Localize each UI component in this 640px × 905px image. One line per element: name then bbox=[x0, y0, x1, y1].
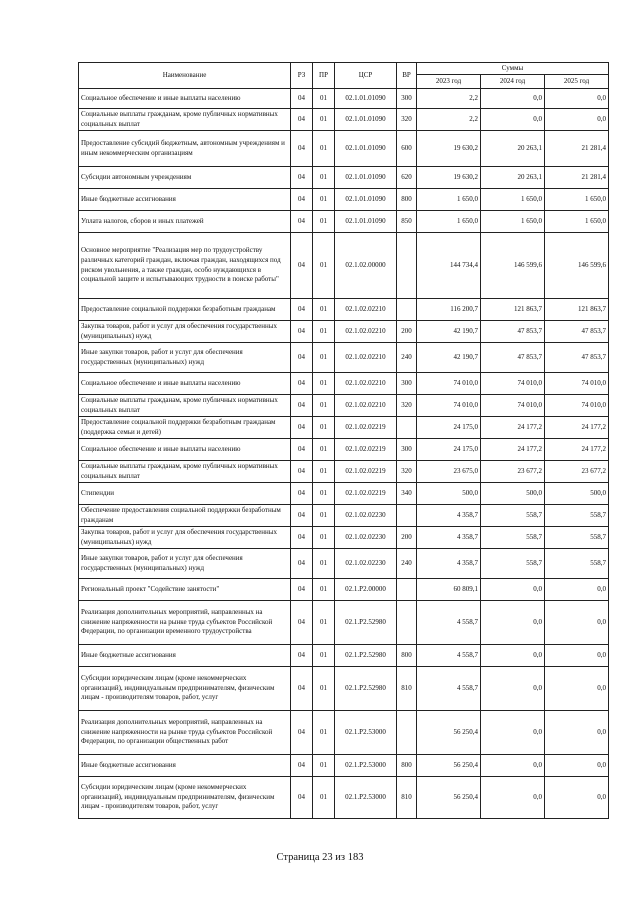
row-vr: 600 bbox=[397, 131, 417, 167]
row-csr: 02.1.01.01090 bbox=[335, 109, 397, 131]
row-sum-2025: 500,0 bbox=[545, 483, 609, 505]
row-name: Субсидии юридическим лицам (кроме некоммерческих организаций), индивидуальным предпринимателям, физическим лицам - производителям товаров, работ, услуг bbox=[79, 777, 291, 819]
row-csr: 02.1.02.02230 bbox=[335, 549, 397, 579]
row-pr: 01 bbox=[313, 461, 335, 483]
row-sum-2023: 74 010,0 bbox=[417, 373, 481, 395]
row-sum-2023: 144 734,4 bbox=[417, 233, 481, 299]
row-sum-2025: 23 677,2 bbox=[545, 461, 609, 483]
row-name: Иные бюджетные ассигнования bbox=[79, 189, 291, 211]
row-sum-2025: 74 010,0 bbox=[545, 373, 609, 395]
table-row bbox=[79, 189, 609, 211]
row-sum-2025: 0,0 bbox=[545, 711, 609, 755]
row-sum-2024: 24 177,2 bbox=[481, 439, 545, 461]
row-sum-2023: 4 558,7 bbox=[417, 601, 481, 645]
row-pr: 01 bbox=[313, 549, 335, 579]
row-name: Иные бюджетные ассигнования bbox=[79, 755, 291, 777]
row-sum-2025: 21 281,4 bbox=[545, 167, 609, 189]
row-name: Социальное обеспечение и иные выплаты населению bbox=[79, 89, 291, 109]
header-rz: РЗ bbox=[291, 63, 313, 89]
row-csr: 02.1.02.02219 bbox=[335, 417, 397, 439]
header-csr: ЦСР bbox=[335, 63, 397, 89]
row-rz: 04 bbox=[291, 527, 313, 549]
row-sum-2025: 0,0 bbox=[545, 579, 609, 601]
table-row bbox=[79, 109, 609, 131]
row-name: Уплата налогов, сборов и иных платежей bbox=[79, 211, 291, 233]
row-sum-2024: 0,0 bbox=[481, 667, 545, 711]
row-pr: 01 bbox=[313, 439, 335, 461]
table-row bbox=[79, 89, 609, 109]
row-rz: 04 bbox=[291, 233, 313, 299]
row-csr: 02.1.P2.52980 bbox=[335, 667, 397, 711]
row-csr: 02.1.02.02210 bbox=[335, 299, 397, 321]
row-sum-2023: 24 175,0 bbox=[417, 417, 481, 439]
row-sum-2024: 1 650,0 bbox=[481, 211, 545, 233]
row-csr: 02.1.02.02219 bbox=[335, 461, 397, 483]
row-sum-2025: 0,0 bbox=[545, 645, 609, 667]
row-vr: 800 bbox=[397, 645, 417, 667]
row-pr: 01 bbox=[313, 667, 335, 711]
row-vr bbox=[397, 505, 417, 527]
row-sum-2025: 24 177,2 bbox=[545, 439, 609, 461]
table-row bbox=[79, 299, 609, 321]
row-pr: 01 bbox=[313, 483, 335, 505]
row-csr: 02.1.02.02210 bbox=[335, 395, 397, 417]
table-row bbox=[79, 439, 609, 461]
table-row bbox=[79, 211, 609, 233]
row-name: Реализация дополнительных мероприятий, направленных на снижение напряженности на рынке труда субъектов Российской Федерации, по организации временного трудоустройства bbox=[79, 601, 291, 645]
row-sum-2024: 0,0 bbox=[481, 777, 545, 819]
row-rz: 04 bbox=[291, 549, 313, 579]
row-pr: 01 bbox=[313, 89, 335, 109]
table-row bbox=[79, 755, 609, 777]
row-rz: 04 bbox=[291, 417, 313, 439]
row-sum-2023: 1 650,0 bbox=[417, 211, 481, 233]
row-vr: 800 bbox=[397, 755, 417, 777]
row-pr: 01 bbox=[313, 189, 335, 211]
row-csr: 02.1.02.02210 bbox=[335, 373, 397, 395]
header-2023: 2023 год bbox=[417, 75, 481, 89]
page-number: Страница 23 из 183 bbox=[276, 852, 364, 863]
row-rz: 04 bbox=[291, 645, 313, 667]
row-pr: 01 bbox=[313, 711, 335, 755]
row-sum-2024: 47 853,7 bbox=[481, 343, 545, 373]
row-csr: 02.1.P2.52980 bbox=[335, 645, 397, 667]
row-csr: 02.1.01.01090 bbox=[335, 211, 397, 233]
table-row bbox=[79, 131, 609, 167]
row-pr: 01 bbox=[313, 321, 335, 343]
row-vr: 850 bbox=[397, 211, 417, 233]
row-name: Реализация дополнительных мероприятий, направленных на снижение напряженности на рынке труда субъектов Российской Федерации, по организации общественных работ bbox=[79, 711, 291, 755]
row-sum-2025: 558,7 bbox=[545, 527, 609, 549]
row-name: Закупка товаров, работ и услуг для обеспечения государственных (муниципальных) нужд bbox=[79, 321, 291, 343]
row-sum-2024: 20 263,1 bbox=[481, 131, 545, 167]
row-name: Региональный проект "Содействие занятости" bbox=[79, 579, 291, 601]
row-sum-2025: 0,0 bbox=[545, 667, 609, 711]
row-pr: 01 bbox=[313, 579, 335, 601]
row-pr: 01 bbox=[313, 211, 335, 233]
row-sum-2025: 24 177,2 bbox=[545, 417, 609, 439]
row-csr: 02.1.P2.53000 bbox=[335, 755, 397, 777]
row-pr: 01 bbox=[313, 755, 335, 777]
row-rz: 04 bbox=[291, 321, 313, 343]
row-rz: 04 bbox=[291, 483, 313, 505]
table-row bbox=[79, 461, 609, 483]
row-sum-2023: 74 010,0 bbox=[417, 395, 481, 417]
header-2025: 2025 год bbox=[545, 75, 609, 89]
row-rz: 04 bbox=[291, 439, 313, 461]
row-sum-2025: 146 599,6 bbox=[545, 233, 609, 299]
row-name: Обеспечение предоставления социальной поддержки безработным гражданам bbox=[79, 505, 291, 527]
budget-table bbox=[78, 62, 609, 819]
row-csr: 02.1.02.00000 bbox=[335, 233, 397, 299]
row-vr: 300 bbox=[397, 439, 417, 461]
row-vr bbox=[397, 579, 417, 601]
row-name: Иные закупки товаров, работ и услуг для обеспечения государственных (муниципальных) нужд bbox=[79, 343, 291, 373]
row-sum-2025: 47 853,7 bbox=[545, 343, 609, 373]
row-sum-2023: 2,2 bbox=[417, 89, 481, 109]
table-row bbox=[79, 711, 609, 755]
row-sum-2024: 74 010,0 bbox=[481, 395, 545, 417]
row-name: Предоставление субсидий бюджетным, автономным учреждениям и иным некоммерческим организациям bbox=[79, 131, 291, 167]
row-sum-2024: 0,0 bbox=[481, 645, 545, 667]
table-row bbox=[79, 233, 609, 299]
row-sum-2023: 4 358,7 bbox=[417, 549, 481, 579]
row-name: Социальное обеспечение и иные выплаты населению bbox=[79, 439, 291, 461]
row-sum-2025: 1 650,0 bbox=[545, 211, 609, 233]
row-pr: 01 bbox=[313, 417, 335, 439]
row-vr bbox=[397, 233, 417, 299]
row-name: Предоставление социальной поддержки безработным гражданам (поддержка семьи и детей) bbox=[79, 417, 291, 439]
row-sum-2025: 558,7 bbox=[545, 549, 609, 579]
row-rz: 04 bbox=[291, 89, 313, 109]
row-name: Иные бюджетные ассигнования bbox=[79, 645, 291, 667]
row-rz: 04 bbox=[291, 167, 313, 189]
table-row bbox=[79, 579, 609, 601]
row-sum-2023: 19 630,2 bbox=[417, 167, 481, 189]
row-sum-2025: 21 281,4 bbox=[545, 131, 609, 167]
row-sum-2023: 4 558,7 bbox=[417, 645, 481, 667]
row-vr: 340 bbox=[397, 483, 417, 505]
row-vr bbox=[397, 299, 417, 321]
row-sum-2024: 500,0 bbox=[481, 483, 545, 505]
table-row bbox=[79, 505, 609, 527]
budget-table-sheet bbox=[78, 62, 608, 819]
header-name: Наименование bbox=[79, 63, 291, 89]
row-csr: 02.1.01.01090 bbox=[335, 189, 397, 211]
row-vr: 240 bbox=[397, 343, 417, 373]
row-sum-2023: 19 630,2 bbox=[417, 131, 481, 167]
row-sum-2025: 1 650,0 bbox=[545, 189, 609, 211]
row-csr: 02.1.01.01090 bbox=[335, 89, 397, 109]
row-pr: 01 bbox=[313, 299, 335, 321]
row-pr: 01 bbox=[313, 645, 335, 667]
row-name: Закупка товаров, работ и услуг для обеспечения государственных (муниципальных) нужд bbox=[79, 527, 291, 549]
row-csr: 02.1.02.02230 bbox=[335, 505, 397, 527]
row-sum-2024: 558,7 bbox=[481, 505, 545, 527]
row-rz: 04 bbox=[291, 755, 313, 777]
row-sum-2024: 47 853,7 bbox=[481, 321, 545, 343]
row-sum-2024: 0,0 bbox=[481, 89, 545, 109]
row-sum-2023: 23 675,0 bbox=[417, 461, 481, 483]
row-name: Иные закупки товаров, работ и услуг для обеспечения государственных (муниципальных) нужд bbox=[79, 549, 291, 579]
row-name: Социальное обеспечение и иные выплаты населению bbox=[79, 373, 291, 395]
row-pr: 01 bbox=[313, 131, 335, 167]
table-row bbox=[79, 343, 609, 373]
row-pr: 01 bbox=[313, 109, 335, 131]
row-rz: 04 bbox=[291, 211, 313, 233]
row-csr: 02.1.P2.00000 bbox=[335, 579, 397, 601]
row-sum-2023: 56 250,4 bbox=[417, 711, 481, 755]
row-sum-2024: 0,0 bbox=[481, 601, 545, 645]
row-sum-2025: 0,0 bbox=[545, 89, 609, 109]
row-sum-2025: 0,0 bbox=[545, 601, 609, 645]
row-vr bbox=[397, 601, 417, 645]
row-vr: 620 bbox=[397, 167, 417, 189]
table-row bbox=[79, 417, 609, 439]
table-row bbox=[79, 483, 609, 505]
row-name: Социальные выплаты гражданам, кроме публичных нормативных социальных выплат bbox=[79, 461, 291, 483]
row-name: Социальные выплаты гражданам, кроме публичных нормативных социальных выплат bbox=[79, 109, 291, 131]
row-sum-2023: 60 809,1 bbox=[417, 579, 481, 601]
row-name: Основное мероприятие "Реализация мер по трудоустройству различных категорий граждан, включая граждан, находящихся под риском увольнения, а также граждан, особо нуждающихся в социальной защите и испытывающих трудности в поиске работы" bbox=[79, 233, 291, 299]
row-rz: 04 bbox=[291, 395, 313, 417]
row-sum-2023: 500,0 bbox=[417, 483, 481, 505]
row-pr: 01 bbox=[313, 527, 335, 549]
row-sum-2023: 116 200,7 bbox=[417, 299, 481, 321]
row-sum-2024: 558,7 bbox=[481, 527, 545, 549]
row-sum-2025: 121 863,7 bbox=[545, 299, 609, 321]
row-pr: 01 bbox=[313, 395, 335, 417]
row-rz: 04 bbox=[291, 777, 313, 819]
header-2024: 2024 год bbox=[481, 75, 545, 89]
row-name: Стипендии bbox=[79, 483, 291, 505]
header-pr: ПР bbox=[313, 63, 335, 89]
row-csr: 02.1.P2.53000 bbox=[335, 777, 397, 819]
row-vr: 320 bbox=[397, 395, 417, 417]
row-name: Субсидии юридическим лицам (кроме некоммерческих организаций), индивидуальным предпринимателям, физическим лицам - производителям товаров, работ, услуг bbox=[79, 667, 291, 711]
row-sum-2025: 47 853,7 bbox=[545, 321, 609, 343]
row-sum-2024: 24 177,2 bbox=[481, 417, 545, 439]
table-body bbox=[79, 89, 609, 819]
row-sum-2024: 146 599,6 bbox=[481, 233, 545, 299]
row-vr: 240 bbox=[397, 549, 417, 579]
row-vr: 200 bbox=[397, 321, 417, 343]
row-rz: 04 bbox=[291, 299, 313, 321]
table-row bbox=[79, 321, 609, 343]
row-sum-2024: 20 263,1 bbox=[481, 167, 545, 189]
row-csr: 02.1.02.02210 bbox=[335, 321, 397, 343]
row-sum-2023: 1 650,0 bbox=[417, 189, 481, 211]
row-rz: 04 bbox=[291, 579, 313, 601]
row-sum-2023: 2,2 bbox=[417, 109, 481, 131]
row-pr: 01 bbox=[313, 343, 335, 373]
row-sum-2024: 23 677,2 bbox=[481, 461, 545, 483]
table-row bbox=[79, 645, 609, 667]
row-rz: 04 bbox=[291, 343, 313, 373]
row-pr: 01 bbox=[313, 373, 335, 395]
row-csr: 02.1.01.01090 bbox=[335, 167, 397, 189]
row-rz: 04 bbox=[291, 667, 313, 711]
row-vr: 800 bbox=[397, 189, 417, 211]
row-rz: 04 bbox=[291, 131, 313, 167]
row-vr: 200 bbox=[397, 527, 417, 549]
row-sum-2024: 0,0 bbox=[481, 711, 545, 755]
row-vr: 320 bbox=[397, 109, 417, 131]
row-rz: 04 bbox=[291, 109, 313, 131]
row-csr: 02.1.02.02230 bbox=[335, 527, 397, 549]
row-sum-2025: 558,7 bbox=[545, 505, 609, 527]
row-rz: 04 bbox=[291, 373, 313, 395]
table-row bbox=[79, 601, 609, 645]
row-sum-2023: 4 358,7 bbox=[417, 527, 481, 549]
row-pr: 01 bbox=[313, 233, 335, 299]
row-sum-2024: 0,0 bbox=[481, 109, 545, 131]
row-sum-2023: 4 558,7 bbox=[417, 667, 481, 711]
row-pr: 01 bbox=[313, 167, 335, 189]
row-sum-2024: 0,0 bbox=[481, 579, 545, 601]
row-vr bbox=[397, 711, 417, 755]
row-csr: 02.1.P2.53000 bbox=[335, 711, 397, 755]
row-vr: 300 bbox=[397, 89, 417, 109]
row-sum-2025: 0,0 bbox=[545, 777, 609, 819]
row-sum-2024: 558,7 bbox=[481, 549, 545, 579]
row-csr: 02.1.02.02219 bbox=[335, 483, 397, 505]
row-pr: 01 bbox=[313, 601, 335, 645]
row-csr: 02.1.02.02219 bbox=[335, 439, 397, 461]
row-sum-2025: 0,0 bbox=[545, 755, 609, 777]
row-sum-2023: 56 250,4 bbox=[417, 777, 481, 819]
header-sums: Суммы bbox=[417, 63, 609, 75]
row-vr bbox=[397, 417, 417, 439]
table-row bbox=[79, 395, 609, 417]
row-sum-2023: 24 175,0 bbox=[417, 439, 481, 461]
table-row bbox=[79, 527, 609, 549]
table-row bbox=[79, 549, 609, 579]
row-sum-2024: 121 863,7 bbox=[481, 299, 545, 321]
table-row bbox=[79, 667, 609, 711]
row-rz: 04 bbox=[291, 461, 313, 483]
row-sum-2025: 74 010,0 bbox=[545, 395, 609, 417]
table-row bbox=[79, 167, 609, 189]
row-sum-2023: 42 190,7 bbox=[417, 343, 481, 373]
row-vr: 300 bbox=[397, 373, 417, 395]
row-rz: 04 bbox=[291, 601, 313, 645]
row-sum-2024: 74 010,0 bbox=[481, 373, 545, 395]
header-vr: ВР bbox=[397, 63, 417, 89]
row-vr: 810 bbox=[397, 667, 417, 711]
row-sum-2023: 56 250,4 bbox=[417, 755, 481, 777]
row-csr: 02.1.P2.52980 bbox=[335, 601, 397, 645]
row-csr: 02.1.02.02210 bbox=[335, 343, 397, 373]
row-pr: 01 bbox=[313, 777, 335, 819]
row-pr: 01 bbox=[313, 505, 335, 527]
row-rz: 04 bbox=[291, 505, 313, 527]
table-row bbox=[79, 777, 609, 819]
row-sum-2024: 0,0 bbox=[481, 755, 545, 777]
row-name: Предоставление социальной поддержки безработным гражданам bbox=[79, 299, 291, 321]
table-row bbox=[79, 373, 609, 395]
row-name: Субсидии автономным учреждениям bbox=[79, 167, 291, 189]
row-vr: 810 bbox=[397, 777, 417, 819]
row-sum-2024: 1 650,0 bbox=[481, 189, 545, 211]
row-sum-2023: 42 190,7 bbox=[417, 321, 481, 343]
row-csr: 02.1.01.01090 bbox=[335, 131, 397, 167]
row-rz: 04 bbox=[291, 189, 313, 211]
row-sum-2023: 4 358,7 bbox=[417, 505, 481, 527]
row-rz: 04 bbox=[291, 711, 313, 755]
row-name: Социальные выплаты гражданам, кроме публичных нормативных социальных выплат bbox=[79, 395, 291, 417]
row-sum-2025: 0,0 bbox=[545, 109, 609, 131]
row-vr: 320 bbox=[397, 461, 417, 483]
